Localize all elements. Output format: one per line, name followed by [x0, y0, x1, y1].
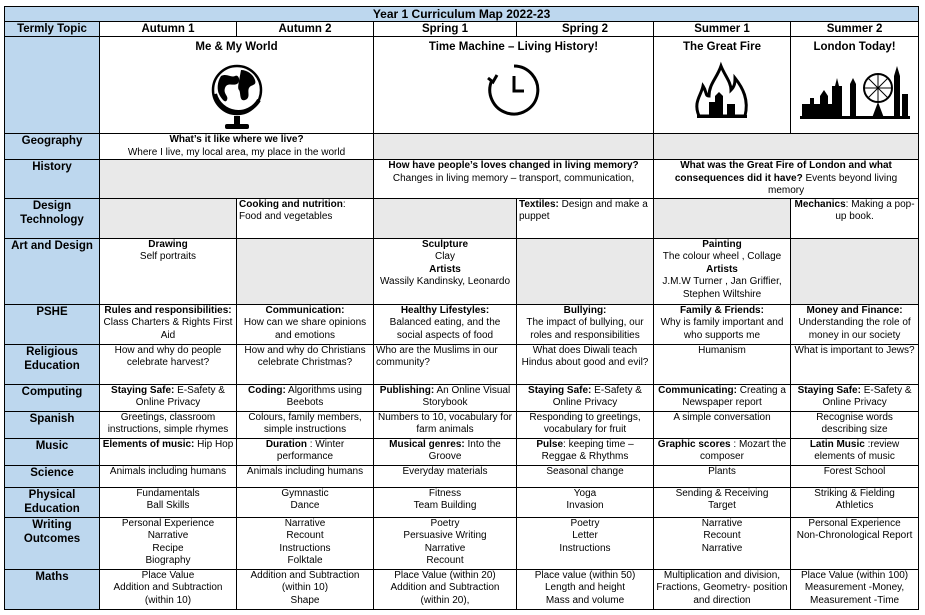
- pe-cell: Fitness Team Building: [374, 487, 517, 517]
- globe-icon: [207, 60, 267, 132]
- music-cell: Musical genres: Into the Groove: [374, 438, 517, 465]
- topic-spring: [374, 37, 654, 134]
- spanish-cell: Colours, family members, simple instructions: [237, 411, 374, 438]
- subject-dt: Design Technology: [5, 198, 100, 238]
- empty-cell: [654, 198, 791, 238]
- maths-cell: Place Value (within 100) Measurement -Money, Measurement -Time: [791, 569, 919, 609]
- subject-pshe: PSHE: [5, 304, 100, 344]
- re-cell: What is important to Jews?: [791, 344, 919, 384]
- computing-cell: Staying Safe: E-Safety & Online Privacy: [100, 384, 237, 411]
- music-cell: Duration : Winter performance: [237, 438, 374, 465]
- computing-cell: Coding: Algorithms using Beebots: [237, 384, 374, 411]
- empty-cell: [791, 238, 919, 304]
- clock-icon: [484, 60, 544, 120]
- writing-cell: Narrative Recount Narrative: [654, 517, 791, 569]
- empty-cell: [237, 238, 374, 304]
- music-cell: Graphic scores : Mozart the composer: [654, 438, 791, 465]
- pshe-cell: Rules and responsibilities: Class Charters & Rights First Aid: [100, 304, 237, 344]
- corner-header: Termly Topic: [5, 22, 100, 37]
- maths-cell: Addition and Subtraction (within 10) Shape: [237, 569, 374, 609]
- london-skyline-icon: [800, 60, 910, 120]
- science-cell: Animals including humans: [237, 465, 374, 487]
- topic-title: The Great Fire: [683, 41, 761, 53]
- empty-cell: [374, 134, 654, 160]
- dt-spring2: Textiles: Design and make a puppet: [517, 198, 654, 238]
- writing-cell: Personal Experience Non-Chronological Report: [791, 517, 919, 569]
- music-cell: Latin Music :review elements of music: [791, 438, 919, 465]
- subject-writing: Writing Outcomes: [5, 517, 100, 569]
- pe-cell: Fundamentals Ball Skills: [100, 487, 237, 517]
- pshe-cell: Family & Friends: Why is family important and who supports me: [654, 304, 791, 344]
- art-summer1: Painting The colour wheel , Collage Artists J.M.W Turner , Jan Griffier, Stephen Wiltshire: [654, 238, 791, 304]
- computing-cell: Staying Safe: E-Safety & Online Privacy: [791, 384, 919, 411]
- computing-cell: Staying Safe: E-Safety & Online Privacy: [517, 384, 654, 411]
- music-cell: Pulse: keeping time – Reggae & Rhythms: [517, 438, 654, 465]
- history-summer: What was the Great Fire of London and what consequences did it have? Events beyond living memory: [654, 160, 919, 199]
- subject-music: Music: [5, 438, 100, 465]
- empty-cell: [100, 198, 237, 238]
- pshe-cell: Communication: How can we share opinions and emotions: [237, 304, 374, 344]
- empty-cell: [654, 134, 919, 160]
- topic-title: Time Machine – Living History!: [428, 41, 599, 53]
- subject-computing: Computing: [5, 384, 100, 411]
- computing-cell: Communicating: Creating a Newspaper report: [654, 384, 791, 411]
- topic-autumn: [100, 37, 374, 134]
- spanish-cell: Numbers to 10, vocabulary for farm animals: [374, 411, 517, 438]
- empty-cell: [374, 198, 517, 238]
- pe-cell: Gymnastic Dance: [237, 487, 374, 517]
- maths-cell: Place Value Addition and Subtraction (within 10): [100, 569, 237, 609]
- subject-pe: Physical Education: [5, 487, 100, 517]
- topic-summer1: [654, 37, 791, 134]
- term-header: Summer 1: [654, 22, 791, 37]
- pshe-cell: Bullying: The impact of bullying, our roles and responsibilities: [517, 304, 654, 344]
- subject-history: History: [5, 160, 100, 199]
- topic-title: Me & My World: [195, 41, 278, 53]
- art-autumn1: Drawing Self portraits: [100, 238, 237, 304]
- spanish-cell: Greetings, classroom instructions, simple rhymes: [100, 411, 237, 438]
- pe-cell: Yoga Invasion: [517, 487, 654, 517]
- maths-cell: Place value (within 50) Length and height Mass and volume: [517, 569, 654, 609]
- spanish-cell: Recognise words describing size: [791, 411, 919, 438]
- science-cell: Animals including humans: [100, 465, 237, 487]
- dt-autumn2: Cooking and nutrition: Food and vegetables: [237, 198, 374, 238]
- curriculum-map-table: [4, 6, 919, 610]
- term-header: Summer 2: [791, 22, 919, 37]
- term-header: Autumn 2: [237, 22, 374, 37]
- empty-cell: [517, 238, 654, 304]
- science-cell: Forest School: [791, 465, 919, 487]
- pe-cell: Sending & Receiving Target: [654, 487, 791, 517]
- maths-cell: Place Value (within 20) Addition and Subtraction (within 20),: [374, 569, 517, 609]
- computing-cell: Publishing: An Online Visual Storybook: [374, 384, 517, 411]
- term-header: Spring 2: [517, 22, 654, 37]
- topic-title: London Today!: [813, 41, 896, 53]
- pshe-cell: Healthy Lifestyles: Balanced eating, and the social aspects of food: [374, 304, 517, 344]
- art-spring1: Sculpture Clay Artists Wassily Kandinsky, Leonardo: [374, 238, 517, 304]
- subject-maths: Maths: [5, 569, 100, 609]
- science-cell: Seasonal change: [517, 465, 654, 487]
- subject-geography: Geography: [5, 134, 100, 160]
- music-cell: Elements of music: Hip Hop: [100, 438, 237, 465]
- subject-spanish: Spanish: [5, 411, 100, 438]
- subject-re: Religious Education: [5, 344, 100, 384]
- writing-cell: Personal Experience Narrative Recipe Biography: [100, 517, 237, 569]
- topic-summer2: [791, 37, 919, 134]
- spanish-cell: Responding to greetings, vocabulary for fruit: [517, 411, 654, 438]
- re-cell: Humanism: [654, 344, 791, 384]
- science-cell: Everyday materials: [374, 465, 517, 487]
- re-cell: Who are the Muslims in our community?: [374, 344, 517, 384]
- term-header: Spring 1: [374, 22, 517, 37]
- spanish-cell: A simple conversation: [654, 411, 791, 438]
- re-cell: What does Diwali teach Hindus about good and evil?: [517, 344, 654, 384]
- re-cell: How and why do people celebrate harvest?: [100, 344, 237, 384]
- geography-autumn: What’s it like where we live? Where I live, my local area, my place in the world: [100, 134, 374, 160]
- term-header: Autumn 1: [100, 22, 237, 37]
- empty-cell: [100, 160, 374, 199]
- page-title: Year 1 Curriculum Map 2022-23: [5, 7, 919, 22]
- writing-cell: Narrative Recount Instructions Folktale: [237, 517, 374, 569]
- pshe-cell: Money and Finance: Understanding the role of money in our society: [791, 304, 919, 344]
- pe-cell: Striking & Fielding Athletics: [791, 487, 919, 517]
- re-cell: How and why do Christians celebrate Christmas?: [237, 344, 374, 384]
- history-spring: How have people’s loves changed in living memory? Changes in living memory – transport, communication,: [374, 160, 654, 199]
- dt-summer2: Mechanics: Making a pop-up book.: [791, 198, 919, 238]
- subject-science: Science: [5, 465, 100, 487]
- writing-cell: Poetry Letter Instructions: [517, 517, 654, 569]
- writing-cell: Poetry Persuasive Writing Narrative Recount: [374, 517, 517, 569]
- maths-cell: Multiplication and division, Fractions, Geometry- position and direction: [654, 569, 791, 609]
- topic-row-header: [5, 37, 100, 134]
- science-cell: Plants: [654, 465, 791, 487]
- subject-art: Art and Design: [5, 238, 100, 304]
- fire-icon: [691, 60, 753, 122]
